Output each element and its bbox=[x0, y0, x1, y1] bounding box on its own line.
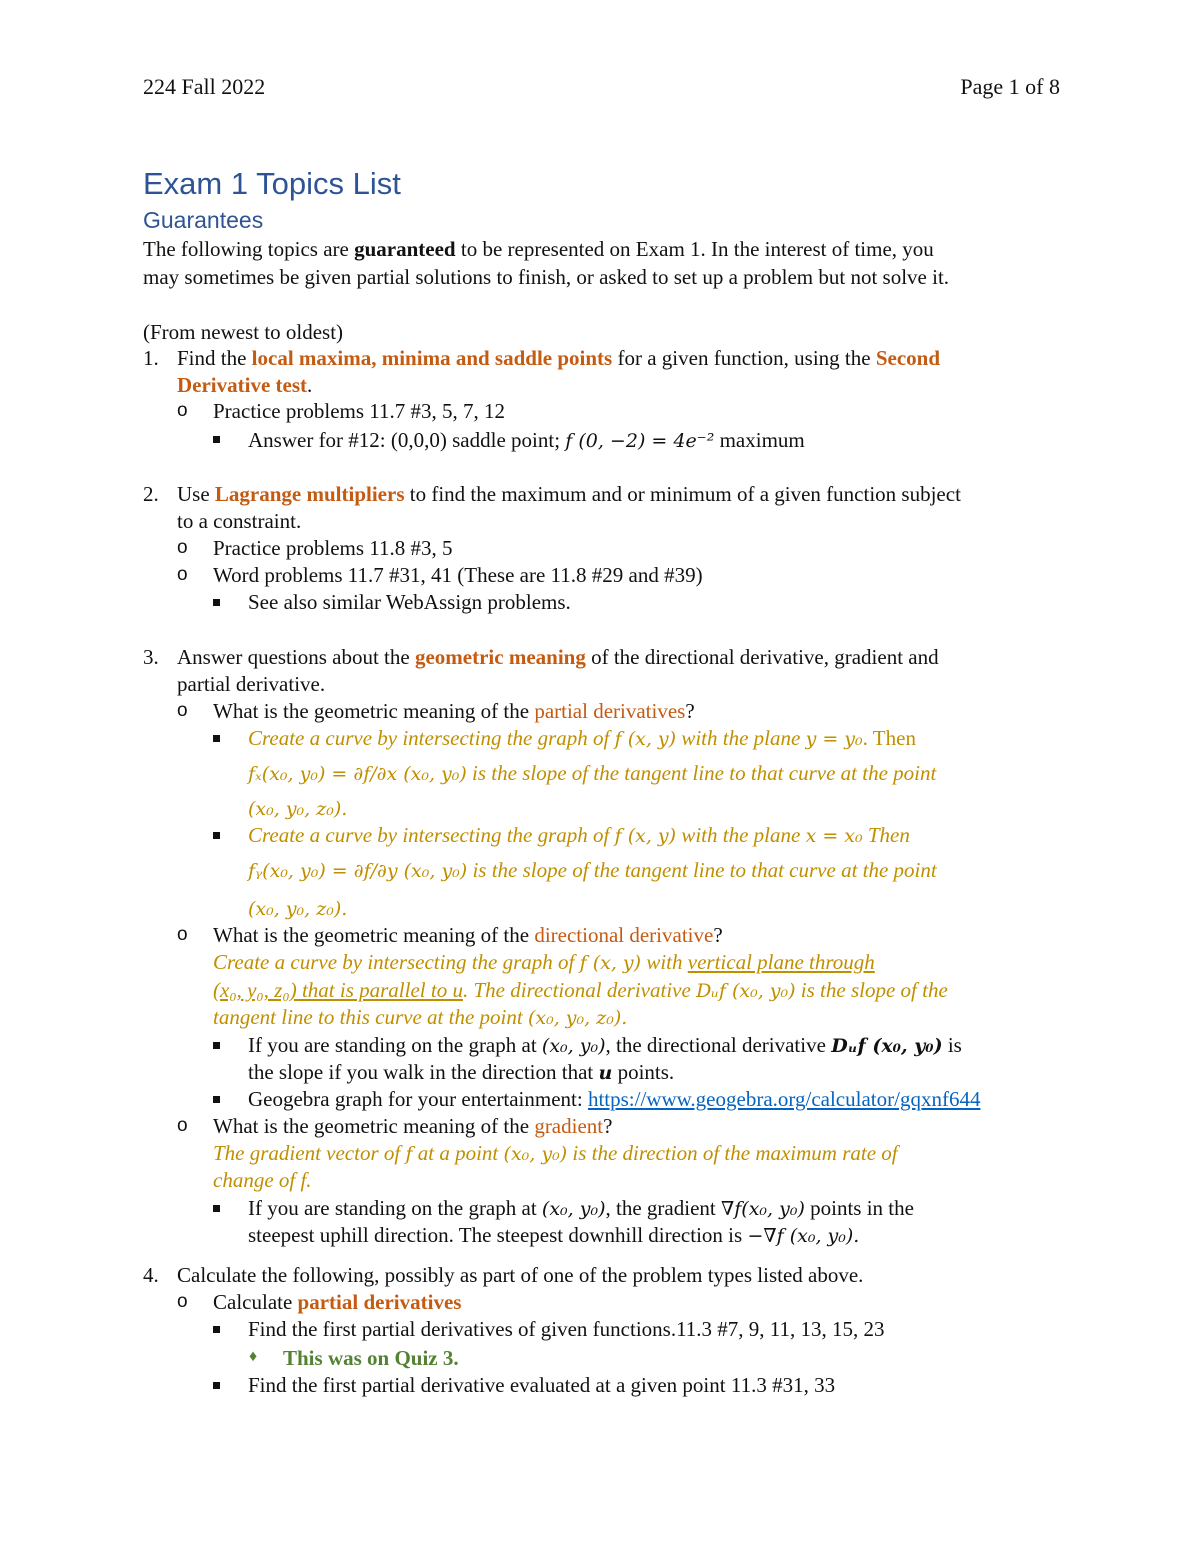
item-4-first-partials: Find the first partial derivatives of given functions.11.3 #7, 9, 11, 13, 15, 23 bbox=[248, 1317, 885, 1341]
question-directional-derivative: What is the geometric meaning of the directional derivative? bbox=[213, 923, 723, 947]
partial-x-line-2: fₓ(x₀, y₀) = ∂f/∂x (x₀, y₀) is the slope of the tangent line to that curve at the point bbox=[248, 761, 937, 785]
partial-x-line-1: Create a curve by intersecting the graph of f (x, y) with the plane y = y₀. Then bbox=[248, 726, 916, 750]
item-1-practice: Practice problems 11.7 #3, 5, 7, 12 bbox=[213, 399, 506, 423]
item-2-line-2: to a constraint. bbox=[177, 509, 302, 533]
directional-standing-line-1: If you are standing on the graph at (x₀, y₀), the directional derivative Dᵤf (x₀, y₀) is bbox=[248, 1033, 962, 1057]
directional-line-3: tangent line to this curve at the point (x₀, y₀, z₀). bbox=[213, 1005, 628, 1029]
header-page-number: Page 1 of 8 bbox=[960, 74, 1060, 99]
square-bullet-icon bbox=[213, 436, 220, 443]
item-2-see-also: See also similar WebAssign problems. bbox=[248, 590, 571, 614]
partial-y-line-2: fᵧ(x₀, y₀) = ∂f/∂y (x₀, y₀) is the slope of the tangent line to that curve at the point bbox=[248, 858, 937, 882]
square-bullet-icon bbox=[213, 599, 220, 606]
diamond-bullet-icon: ♦ bbox=[249, 1348, 258, 1365]
order-note: (From newest to oldest) bbox=[143, 320, 344, 344]
item-3-line-2: partial derivative. bbox=[177, 672, 326, 696]
item-1-line-2: Derivative test. bbox=[177, 373, 313, 397]
item-3-line-1: Answer questions about the geometric meaning of the directional derivative, gradient and bbox=[177, 645, 939, 669]
square-bullet-icon bbox=[213, 735, 220, 742]
page-title: Exam 1 Topics List bbox=[143, 166, 401, 201]
gradient-line-1: The gradient vector of f at a point (x₀, y₀) is the direction of the maximum rate of bbox=[213, 1141, 898, 1165]
gradient-standing-line-2: steepest uphill direction. The steepest downhill direction is −∇f (x₀, y₀). bbox=[248, 1223, 860, 1247]
intro-line-2: may sometimes be given partial solutions to finish, or asked to set up a problem but not solve it. bbox=[143, 265, 950, 289]
geogebra-line: Geogebra graph for your entertainment: https://www.geogebra.org/calculator/gqxnf644 bbox=[248, 1087, 981, 1111]
item-2-line-1: Use Lagrange multipliers to find the maximum and or minimum of a given function subject bbox=[177, 482, 961, 506]
circle-bullet-icon: o bbox=[177, 400, 188, 421]
item-4-number: 4. bbox=[143, 1263, 159, 1287]
circle-bullet-icon: o bbox=[177, 1115, 188, 1136]
directional-line-2: (x₀, y₀, z₀) that is parallel to u. The directional derivative Dᵤf (x₀, y₀) is the slope of the bbox=[213, 978, 948, 1002]
quiz-note: This was on Quiz 3. bbox=[283, 1346, 459, 1370]
directional-line-1: Create a curve by intersecting the graph of f (x, y) with vertical plane through bbox=[213, 950, 875, 974]
square-bullet-icon bbox=[213, 1042, 220, 1049]
square-bullet-icon bbox=[213, 1096, 220, 1103]
item-3-number: 3. bbox=[143, 645, 159, 669]
question-gradient: What is the geometric meaning of the gradient? bbox=[213, 1114, 613, 1138]
partial-x-line-3: (x₀, y₀, z₀). bbox=[248, 798, 348, 820]
item-1-answer: Answer for #12: (0,0,0) saddle point; f (0, −2) = 4e⁻² maximum bbox=[248, 428, 805, 452]
question-partial-derivatives: What is the geometric meaning of the partial derivatives? bbox=[213, 699, 695, 723]
circle-bullet-icon: o bbox=[177, 537, 188, 558]
partial-y-line-1: Create a curve by intersecting the graph of f (x, y) with the plane x = x₀ Then bbox=[248, 823, 910, 847]
gradient-line-2: change of f. bbox=[213, 1168, 312, 1192]
gradient-standing-line-1: If you are standing on the graph at (x₀, y₀), the gradient ∇f(x₀, y₀) points in the bbox=[248, 1196, 914, 1220]
circle-bullet-icon: o bbox=[177, 700, 188, 721]
header-course: 224 Fall 2022 bbox=[143, 74, 266, 99]
item-2-practice: Practice problems 11.8 #3, 5 bbox=[213, 536, 453, 560]
directional-standing-line-2: the slope if you walk in the direction that u points. bbox=[248, 1060, 675, 1084]
circle-bullet-icon: o bbox=[177, 1291, 188, 1312]
intro-line-1: The following topics are guaranteed to be represented on Exam 1. In the interest of time, you bbox=[143, 237, 934, 261]
item-2-number: 2. bbox=[143, 482, 159, 506]
partial-y-line-3: (x₀, y₀, z₀). bbox=[248, 898, 348, 920]
item-4-evaluated: Find the first partial derivative evaluated at a given point 11.3 #31, 33 bbox=[248, 1373, 836, 1397]
square-bullet-icon bbox=[213, 1326, 220, 1333]
item-4-calculate: Calculate partial derivatives bbox=[213, 1290, 462, 1314]
square-bullet-icon bbox=[213, 832, 220, 839]
item-2-word-problems: Word problems 11.7 #31, 41 (These are 11.8 #29 and #39) bbox=[213, 563, 703, 587]
square-bullet-icon bbox=[213, 1205, 220, 1212]
item-4-line-1: Calculate the following, possibly as part of one of the problem types listed above. bbox=[177, 1263, 864, 1287]
circle-bullet-icon: o bbox=[177, 924, 188, 945]
item-1-line-1: Find the local maxima, minima and saddle points for a given function, using the Second bbox=[177, 346, 941, 370]
item-1-number: 1. bbox=[143, 346, 159, 370]
section-heading-guarantees: Guarantees bbox=[143, 207, 264, 233]
circle-bullet-icon: o bbox=[177, 564, 188, 585]
square-bullet-icon bbox=[213, 1382, 220, 1389]
geogebra-link[interactable]: https://www.geogebra.org/calculator/gqxnf644 bbox=[587, 1087, 981, 1111]
